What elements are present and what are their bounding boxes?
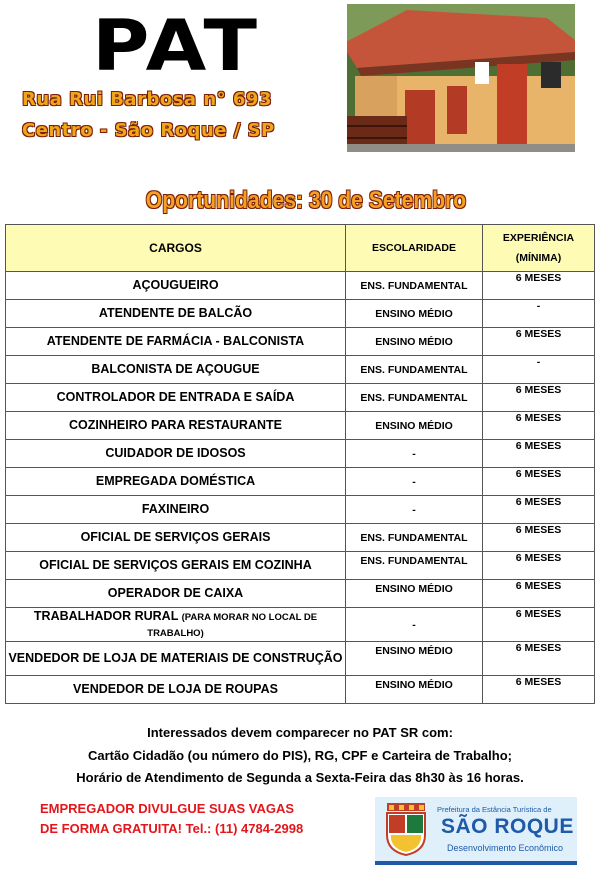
cell-experiencia: 6 MESES bbox=[483, 384, 595, 412]
cell-escolaridade: ENSINO MÉDIO bbox=[346, 580, 483, 608]
cell-experiencia: 6 MESES bbox=[483, 468, 595, 496]
cargo-label: OFICIAL DE SERVIÇOS GERAIS EM COZINHA bbox=[39, 558, 312, 572]
table-row bbox=[6, 552, 595, 580]
cell-cargo bbox=[6, 608, 346, 642]
cell-escolaridade: ENSINO MÉDIO bbox=[346, 412, 483, 440]
cargo-label: CONTROLADOR DE ENTRADA E SAÍDA bbox=[56, 390, 295, 404]
cell-escolaridade: ENSINO MÉDIO bbox=[346, 676, 483, 704]
cargo-label: FAXINEIRO bbox=[141, 502, 210, 516]
cargo-label: EMPREGADA DOMÉSTICA bbox=[95, 474, 256, 488]
cell-experiencia: 6 MESES bbox=[483, 328, 595, 356]
table-row bbox=[6, 676, 595, 704]
header-experiencia bbox=[483, 225, 595, 272]
cell-escolaridade: - bbox=[346, 608, 483, 642]
table-row bbox=[6, 642, 595, 676]
table-row bbox=[6, 468, 595, 496]
table-row bbox=[6, 440, 595, 468]
header-cargos: CARGOS bbox=[6, 225, 346, 272]
cell-escolaridade: ENSINO MÉDIO bbox=[346, 300, 483, 328]
cargo-label: VENDEDOR DE LOJA DE ROUPAS bbox=[73, 682, 278, 696]
cell-escolaridade: ENS. FUNDAMENTAL bbox=[346, 384, 483, 412]
cell-experiencia: 6 MESES bbox=[483, 440, 595, 468]
cargo-label: COZINHEIRO PARA RESTAURANTE bbox=[69, 418, 282, 432]
info-line-2: Cartão Cidadão (ou número do PIS), RG, CPF e Carteira de Trabalho; bbox=[87, 748, 512, 763]
opportunities-heading: Oportunidades: 30 de Setembro bbox=[145, 187, 467, 214]
cell-experiencia: 6 MESES bbox=[483, 642, 595, 676]
table-row bbox=[6, 412, 595, 440]
logo-department: Desenvolvimento Econômico bbox=[447, 843, 564, 853]
cell-experiencia: 6 MESES bbox=[483, 272, 595, 300]
cell-escolaridade: ENS. FUNDAMENTAL bbox=[346, 524, 483, 552]
cargo-label: ATENDENTE DE BALCÃO bbox=[98, 306, 253, 320]
cell-cargo bbox=[6, 328, 346, 356]
table-header-row bbox=[6, 225, 595, 272]
cell-cargo bbox=[6, 384, 346, 412]
cell-experiencia: - bbox=[483, 356, 595, 384]
cell-cargo bbox=[6, 642, 346, 676]
cell-escolaridade: - bbox=[346, 496, 483, 524]
table-row bbox=[6, 580, 595, 608]
header-experiencia-sub: (MÍNIMA) bbox=[515, 252, 562, 264]
jobs-table bbox=[5, 224, 595, 704]
cell-cargo bbox=[6, 552, 346, 580]
cell-cargo bbox=[6, 676, 346, 704]
cell-cargo bbox=[6, 524, 346, 552]
table-row bbox=[6, 356, 595, 384]
table-row bbox=[6, 328, 595, 356]
cell-escolaridade: - bbox=[346, 440, 483, 468]
cell-escolaridade: ENS. FUNDAMENTAL bbox=[346, 356, 483, 384]
cell-escolaridade: - bbox=[346, 468, 483, 496]
address-city: Centro - São Roque / SP bbox=[22, 120, 275, 141]
address-street: Rua Rui Barbosa n° 693 bbox=[22, 89, 272, 110]
cargo-label: TRABALHADOR RURAL bbox=[33, 608, 179, 623]
cell-experiencia: 6 MESES bbox=[483, 608, 595, 642]
info-line-1: Interessados devem comparecer no PAT SR com: bbox=[147, 725, 453, 740]
employer-notice-line-2: DE FORMA GRATUITA! Tel.: (11) 4784-2998 bbox=[40, 821, 304, 836]
cargo-label: ATENDENTE DE FARMÁCIA - BALCONISTA bbox=[46, 334, 305, 348]
cell-experiencia: 6 MESES bbox=[483, 580, 595, 608]
table-row bbox=[6, 272, 595, 300]
table-row bbox=[6, 496, 595, 524]
cell-cargo bbox=[6, 580, 346, 608]
table-row bbox=[6, 300, 595, 328]
sao-roque-logo bbox=[375, 797, 577, 865]
cell-cargo bbox=[6, 300, 346, 328]
cargo-label: OPERADOR DE CAIXA bbox=[107, 586, 244, 600]
cell-experiencia: - bbox=[483, 300, 595, 328]
cell-experiencia: 6 MESES bbox=[483, 412, 595, 440]
cell-experiencia: 6 MESES bbox=[483, 496, 595, 524]
logo-city: SÃO ROQUE bbox=[441, 815, 574, 838]
page-title: PAT bbox=[91, 5, 261, 87]
table-row bbox=[6, 608, 595, 642]
cell-cargo bbox=[6, 468, 346, 496]
cargo-label: VENDEDOR DE LOJA DE MATERIAIS DE CONSTRUÇÃO bbox=[8, 651, 343, 665]
header-escolaridade: ESCOLARIDADE bbox=[346, 225, 483, 272]
employer-notice-line-1: EMPREGADOR DIVULGUE SUAS VAGAS bbox=[40, 801, 295, 816]
logo-prefecture: Prefeitura da Estância Turística de bbox=[437, 805, 552, 814]
cell-escolaridade: ENS. FUNDAMENTAL bbox=[346, 552, 483, 580]
table-row bbox=[6, 384, 595, 412]
cell-experiencia: 6 MESES bbox=[483, 676, 595, 704]
cell-cargo bbox=[6, 356, 346, 384]
cargo-label: BALCONISTA DE AÇOUGUE bbox=[91, 362, 260, 376]
header-experiencia-label: EXPERIÊNCIA bbox=[502, 232, 575, 244]
cargo-note: (PARA MORAR NO LOCAL DE TRABALHO) bbox=[147, 611, 318, 639]
cargo-label: CUIDADOR DE IDOSOS bbox=[105, 446, 246, 460]
cell-experiencia: 6 MESES bbox=[483, 552, 595, 580]
cell-cargo bbox=[6, 440, 346, 468]
cargo-label: OFICIAL DE SERVIÇOS GERAIS bbox=[80, 530, 271, 544]
building-photo bbox=[347, 4, 575, 152]
cell-cargo bbox=[6, 412, 346, 440]
cell-experiencia: 6 MESES bbox=[483, 524, 595, 552]
table-row bbox=[6, 524, 595, 552]
cell-escolaridade: ENSINO MÉDIO bbox=[346, 328, 483, 356]
city-crest-icon bbox=[381, 801, 431, 857]
cargo-label: AÇOUGUEIRO bbox=[132, 278, 219, 292]
cell-cargo bbox=[6, 272, 346, 300]
cell-escolaridade: ENS. FUNDAMENTAL bbox=[346, 272, 483, 300]
cell-cargo bbox=[6, 496, 346, 524]
cell-escolaridade: ENSINO MÉDIO bbox=[346, 642, 483, 676]
info-line-3: Horário de Atendimento de Segunda a Sexta-Feira das 8h30 às 16 horas. bbox=[76, 770, 524, 785]
